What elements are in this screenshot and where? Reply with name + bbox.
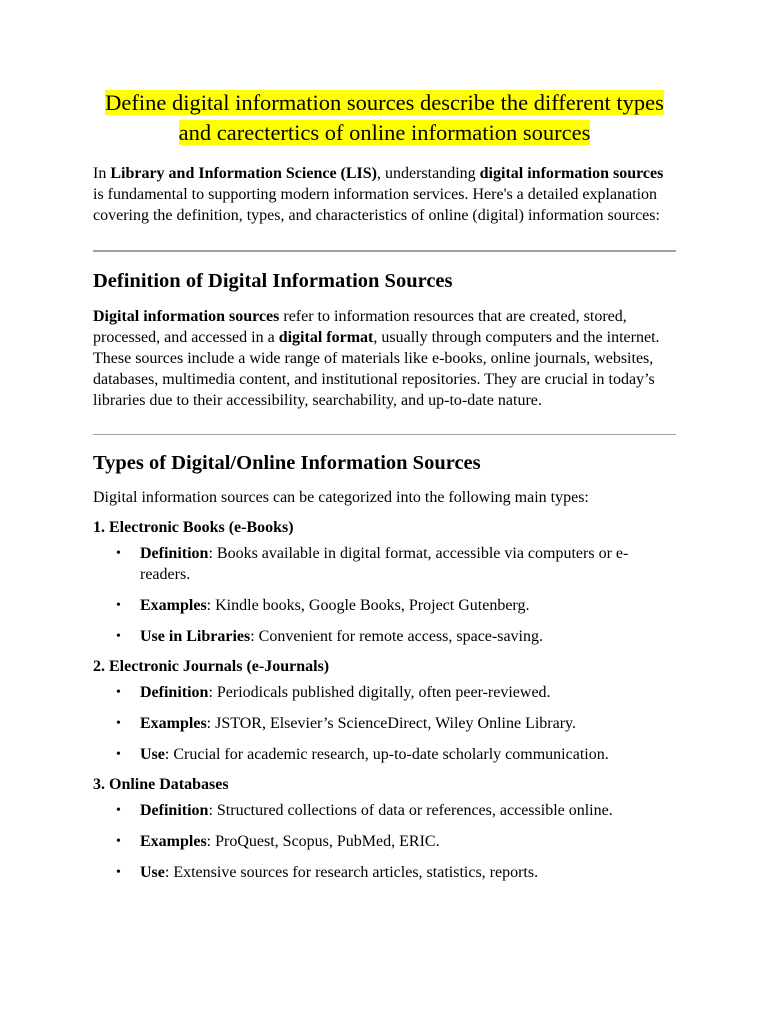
list-item (116, 543, 676, 585)
bullet-icon: • (116, 685, 121, 700)
list-item (116, 744, 676, 765)
bullet-text: : Kindle books, Google Books, Project Gutenberg. (206, 597, 530, 614)
bullet-label: Definition (140, 802, 209, 819)
list-item (116, 800, 676, 821)
bullet-label: Definition (140, 684, 209, 701)
type-heading-databases: 3. Online Databases (93, 776, 229, 793)
intro-paragraph (93, 163, 676, 226)
type-heading-ejournals: 2. Electronic Journals (e-Journals) (93, 658, 330, 675)
definition-text-1: refer to information resources that are created, stored, processed, and accessed in a (93, 308, 627, 346)
highlighted-title-text: Define digital information sources describe the different types and carectertics of online information sources (105, 90, 664, 145)
intro-text-1: In (93, 165, 111, 182)
intro-bold-lis: Library and Information Science (LIS) (110, 165, 377, 182)
bullet-label: Examples (140, 715, 207, 732)
section-divider (93, 250, 676, 252)
bullet-list-ejournals (93, 682, 676, 765)
list-item (116, 595, 676, 616)
bullet-list-databases (93, 800, 676, 883)
definition-paragraph (93, 306, 676, 411)
section-divider (93, 434, 676, 435)
types-heading: Types of Digital/Online Information Sources (93, 452, 481, 474)
definition-bold-format: digital format (278, 329, 374, 346)
bullet-icon: • (116, 747, 121, 762)
list-item (116, 862, 676, 883)
bullet-label: Use in Libraries (140, 628, 251, 645)
bullet-icon: • (116, 546, 121, 561)
list-item (116, 626, 676, 647)
bullet-list-ebooks (93, 543, 676, 647)
definition-text-2: , usually through computers and the internet. These sources include a wide range of materials like e-books, online journals, websites, databases, multimedia content, and institutional repositories. They are crucial in today’s libraries due to their accessibility, searchability, and up-to-date nature. (93, 329, 660, 409)
bullet-icon: • (116, 865, 121, 880)
bullet-icon: • (116, 834, 121, 849)
bullet-text: : Books available in digital format, accessible via computers or e-readers. (140, 545, 629, 583)
bullet-label: Examples (140, 833, 207, 850)
type-heading-ebooks: 1. Electronic Books (e-Books) (93, 519, 294, 536)
intro-text-3: is fundamental to supporting modern information services. Here's a detailed explanation covering the definition, types, and characteristics of online (digital) information sources: (93, 186, 660, 224)
document-content (93, 88, 676, 883)
intro-text-2: , understanding (377, 165, 480, 182)
bullet-text: : Extensive sources for research articles, statistics, reports. (164, 864, 539, 881)
bullet-label: Use (140, 864, 165, 881)
list-item (116, 831, 676, 852)
bullet-icon: • (116, 629, 121, 644)
list-item (116, 682, 676, 703)
bullet-text: : Structured collections of data or references, accessible online. (208, 802, 613, 819)
bullet-icon: • (116, 598, 121, 613)
bullet-text: : Convenient for remote access, space-saving. (250, 628, 543, 645)
definition-heading: Definition of Digital Information Sources (93, 270, 453, 292)
types-intro-paragraph: Digital information sources can be categorized into the following main types: (93, 489, 589, 506)
bullet-icon: • (116, 803, 121, 818)
definition-bold-term: Digital information sources (93, 308, 280, 325)
bullet-text: : ProQuest, Scopus, PubMed, ERIC. (206, 833, 440, 850)
document-title (93, 88, 676, 148)
bullet-icon: • (116, 716, 121, 731)
bullet-text: : JSTOR, Elsevier’s ScienceDirect, Wiley Online Library. (206, 715, 577, 732)
intro-bold-digital-sources: digital information sources (479, 165, 664, 182)
bullet-label: Use (140, 746, 165, 763)
list-item (116, 713, 676, 734)
bullet-label: Definition (140, 545, 209, 562)
bullet-text: : Periodicals published digitally, often peer-reviewed. (208, 684, 551, 701)
bullet-label: Examples (140, 597, 207, 614)
bullet-text: : Crucial for academic research, up-to-date scholarly communication. (164, 746, 609, 763)
